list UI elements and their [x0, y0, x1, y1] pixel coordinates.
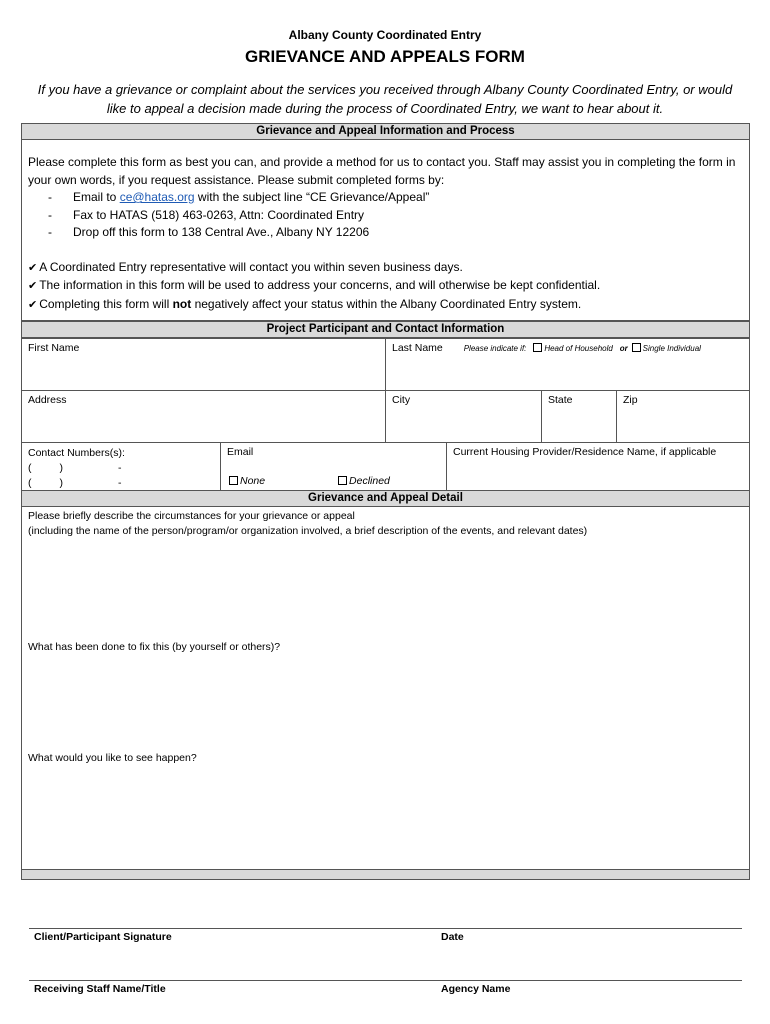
single-individual-label: Single Individual	[642, 344, 701, 353]
checkmark-icon: ✔	[28, 280, 38, 292]
address-field[interactable]	[21, 390, 386, 443]
last-name-label: Last Name	[392, 342, 443, 354]
none-checkbox[interactable]	[229, 476, 238, 485]
staff-name-label: Receiving Staff Name/Title	[34, 983, 166, 995]
note-confidential: ✔ The information in this form will be used to address your concerns, and will otherwise be kept confidential.	[28, 278, 601, 292]
email-field[interactable]	[220, 442, 447, 491]
declined-checkbox[interactable]	[338, 476, 347, 485]
email-options	[225, 475, 390, 487]
contact-numbers-field[interactable]	[21, 442, 221, 491]
agency-name-label: Agency Name	[441, 983, 511, 995]
section-detail-heading: Grievance and Appeal Detail	[21, 490, 750, 507]
organization-name: Albany County Coordinated Entry	[288, 28, 482, 42]
instructions	[28, 154, 743, 314]
zip-field[interactable]	[616, 390, 750, 443]
housing-provider-label: Current Housing Provider/Residence Name, if applicable	[453, 446, 717, 458]
city-field[interactable]	[385, 390, 542, 443]
question-desired-outcome: What would you like to see happen?	[28, 752, 197, 764]
note-status: ✔ Completing this form will not negatively affect your status within the Albany Coordinated Entry system.	[28, 296, 582, 311]
phone-line-2: ( ) -	[28, 477, 122, 489]
form-title: GRIEVANCE AND APPEALS FORM	[245, 47, 525, 66]
phone-line-1: ( ) -	[28, 462, 122, 474]
last-name-field[interactable]	[385, 338, 750, 391]
dash-mark: -	[48, 225, 52, 239]
question-circumstances: Please briefly describe the circumstances for your grievance or appeal (including the name of the person/program/or organization involved, a brief description of the events, and relevant dates)	[28, 510, 588, 537]
note-contact: ✔ A Coordinated Entry representative will contact you within seven business days.	[28, 259, 463, 274]
city-label: City	[392, 394, 411, 406]
none-label: None	[240, 475, 266, 487]
section-detail-frame	[21, 490, 750, 880]
or-label: or	[619, 344, 628, 353]
signature-line-2[interactable]	[29, 980, 742, 981]
email-link[interactable]: ce@hatas.org	[119, 190, 195, 204]
notes	[28, 259, 743, 315]
submission-methods	[28, 189, 743, 242]
checkmark-icon: ✔	[28, 298, 38, 311]
declined-label: Declined	[349, 475, 390, 487]
date-label: Date	[441, 931, 464, 943]
checkmark-icon: ✔	[28, 261, 38, 274]
please-indicate-label: Please indicate if:	[463, 344, 527, 353]
dash-mark: -	[48, 207, 52, 222]
first-name-field[interactable]	[21, 338, 386, 391]
first-name-label: First Name	[28, 342, 80, 354]
state-field[interactable]	[541, 390, 617, 443]
method-fax: - Fax to HATAS (518) 463-0263, Attn: Coordinated Entry	[28, 207, 743, 225]
method-email: - Email to ce@hatas.org with the subject line “CE Grievance/Appeal”	[28, 189, 743, 207]
signature-line-1[interactable]	[29, 928, 742, 929]
contact-numbers-label: Contact Numbers(s):	[28, 447, 125, 459]
section-detail-footer-bar	[21, 869, 750, 880]
head-of-household-label: Head of Household	[544, 344, 613, 353]
question-fix-attempts: What has been done to fix this (by yourself or others)?	[28, 641, 281, 653]
section-process-heading: Grievance and Appeal Information and Process	[21, 123, 750, 140]
address-label: Address	[28, 394, 67, 406]
email-label: Email	[227, 446, 254, 458]
single-individual-checkbox[interactable]	[632, 343, 641, 352]
section-contact-heading: Project Participant and Contact Information	[21, 321, 750, 338]
dash-mark: -	[48, 190, 52, 204]
state-label: State	[548, 394, 573, 406]
instructions-paragraph: Please complete this form as best you can, and provide a method for us to contact you. Staff may assist you in completing the form in your own words, if you request assistance. Please submit completed forms by:	[28, 155, 736, 187]
intro-text: If you have a grievance or complaint about the services you received through Albany County Coordinated Entry, or would like to appeal a decision made during the process of Coordinated Entry, we want to hear about it.	[37, 82, 733, 116]
head-of-household-checkbox[interactable]	[533, 343, 542, 352]
client-signature-label: Client/Participant Signature	[34, 931, 172, 943]
method-dropoff: - Drop off this form to 138 Central Ave., Albany NY 12206	[28, 224, 743, 242]
zip-label: Zip	[623, 394, 638, 406]
housing-provider-field[interactable]	[446, 442, 750, 491]
